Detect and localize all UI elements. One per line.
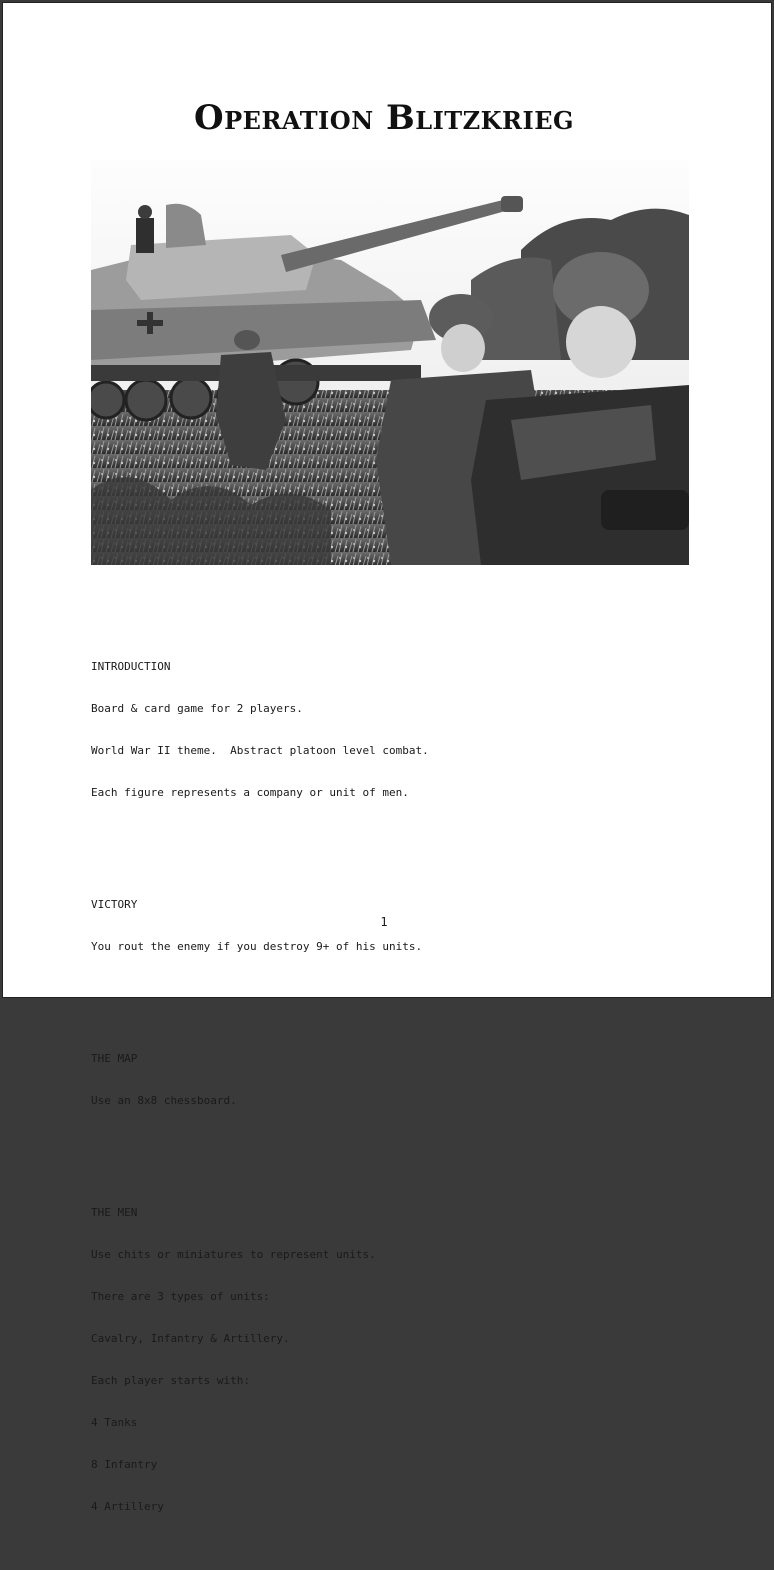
tank-photo — [91, 160, 689, 565]
text-line: 4 Tanks — [91, 1416, 138, 1429]
section-heading: INTRODUCTION — [91, 660, 171, 673]
section-introduction — [91, 632, 429, 828]
page-title: Operation Blitzkrieg — [193, 98, 574, 138]
text-line: Each figure represents a company or unit of men. — [91, 786, 409, 799]
section-the-men — [91, 1178, 429, 1542]
text-line: Use an 8x8 chessboard. — [91, 1094, 237, 1107]
text-line: World War II theme. Abstract platoon level combat. — [91, 744, 429, 757]
page-number: 1 — [380, 915, 388, 929]
text-line: Each player starts with: — [91, 1374, 250, 1387]
text-line: 8 Infantry — [91, 1458, 158, 1471]
text-line: Use chits or miniatures to represent units. — [91, 1248, 376, 1261]
section-the-map — [91, 1024, 429, 1136]
text-line: Board & card game for 2 players. — [91, 702, 303, 715]
rules-text — [91, 604, 429, 1570]
section-heading: THE MEN — [91, 1206, 138, 1219]
section-heading: VICTORY — [91, 898, 138, 911]
text-line: There are 3 types of units: — [91, 1290, 270, 1303]
text-line: You rout the enemy if you destroy 9+ of his units. — [91, 940, 423, 953]
text-line: Cavalry, Infantry & Artillery. — [91, 1332, 290, 1345]
text-line: 4 Artillery — [91, 1500, 164, 1513]
section-heading: THE MAP — [91, 1052, 138, 1065]
